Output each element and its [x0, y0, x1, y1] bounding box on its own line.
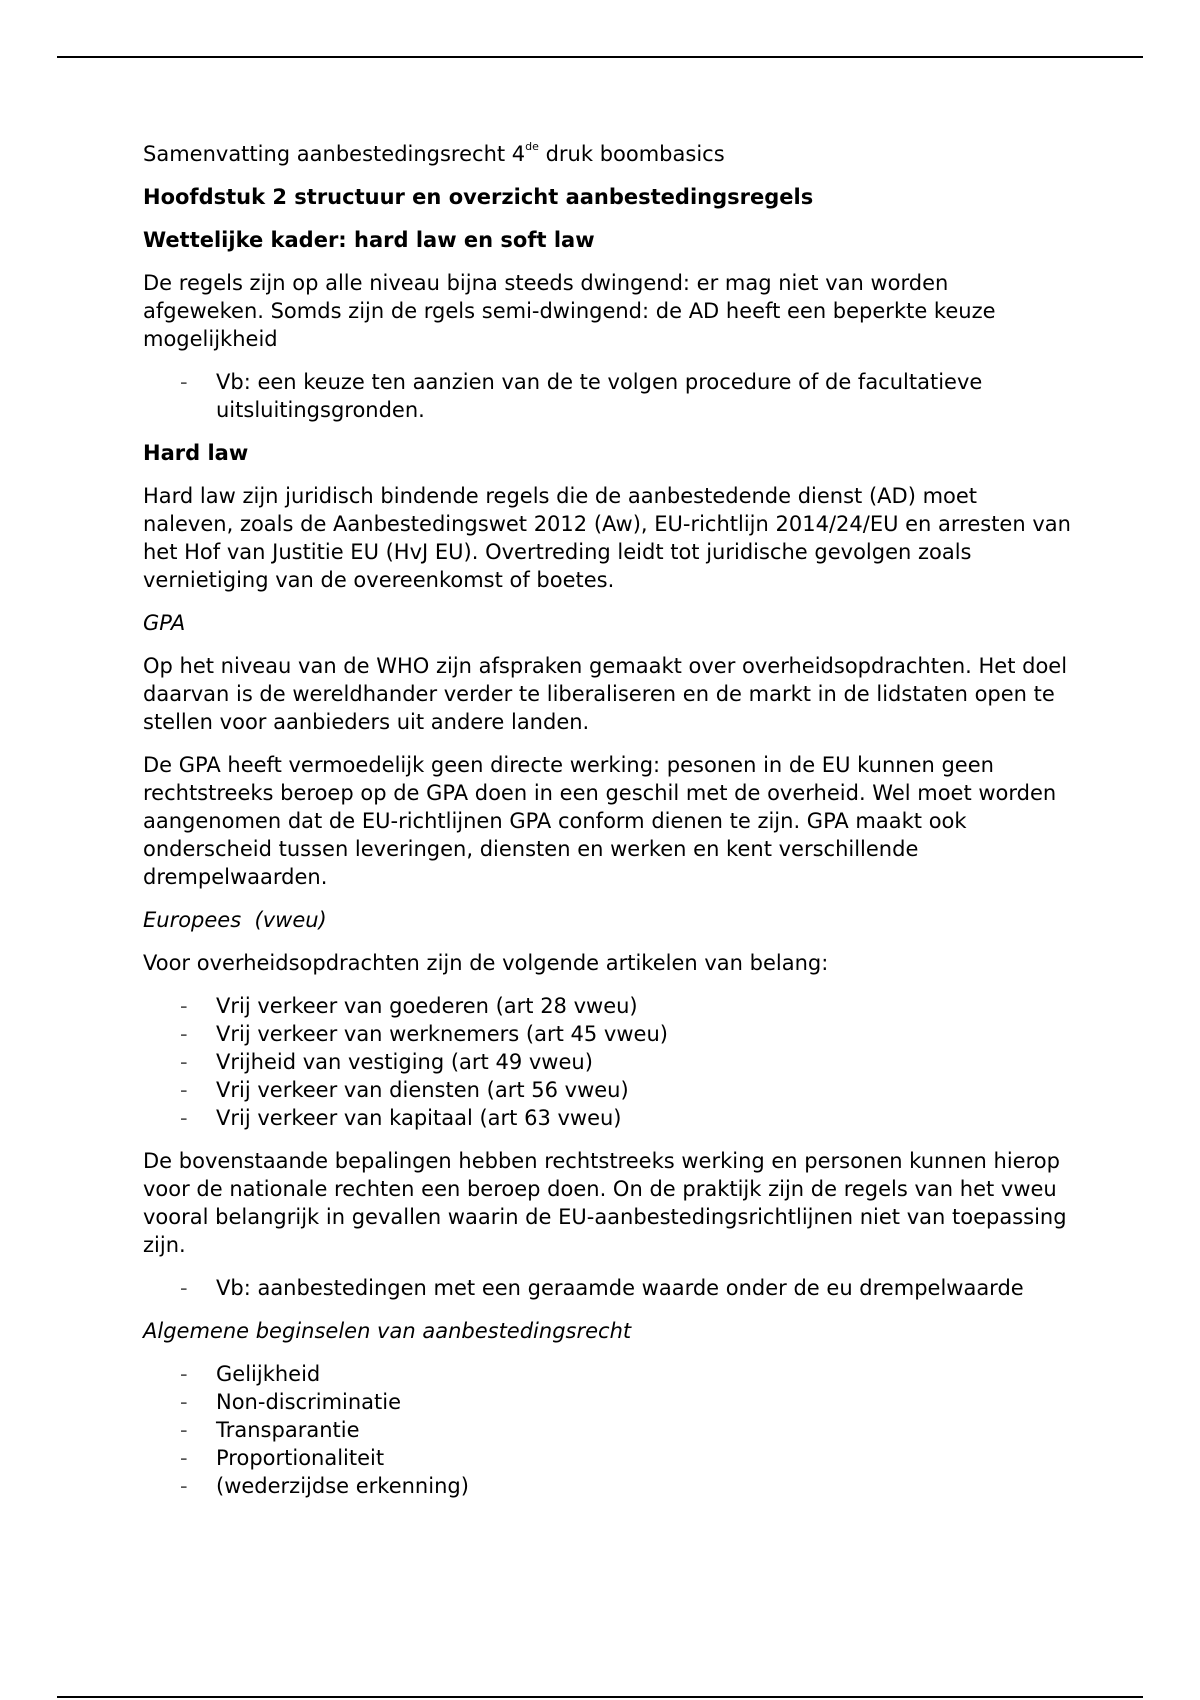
list-item: - Vrij verkeer van werknemers (art 45 vweu) — [143, 1020, 1073, 1048]
europe-heading — [143, 906, 1073, 934]
europe-paragraph: De bovenstaande bepalingen hebben rechtstreeks werking en personen kunnen hierop voor de nationale rechten een beroep doen. On de praktijk zijn de regels van het vweu vooral belangrijk in gevallen waarin de EU-aanbestedingsrichtlijnen niet van toepassing zijn. — [143, 1149, 1067, 1257]
list-item: - Vrijheid van vestiging (art 49 vweu) — [143, 1048, 1073, 1076]
title-text: Samenvatting aanbestedingsrecht 4 — [143, 142, 526, 166]
list-item: - Proportionaliteit — [143, 1444, 1073, 1472]
list-item: - Vrij verkeer van diensten (art 56 vweu) — [143, 1076, 1073, 1104]
list-item: - Gelijkheid — [143, 1360, 1073, 1388]
europe-intro: Voor overheidsopdrachten zijn de volgende artikelen van belang: — [143, 951, 829, 975]
intro-bullet-list — [143, 368, 1073, 424]
footer-rule — [57, 1696, 1143, 1698]
list-item: - Vrij verkeer van kapitaal (art 63 vweu) — [143, 1104, 1073, 1132]
title-text-rest: druk boombasics — [538, 142, 725, 166]
principles-bullet-list — [143, 1360, 1073, 1500]
hard-law-paragraph: Hard law zijn juridisch bindende regels die de aanbestedende dienst (AD) moet naleven, zoals de Aanbestedingswet 2012 (Aw), EU-richtlijn 2014/24/EU en arresten van het Hof van Justitie EU (HvJ EU). Overtreding leidt tot juridische gevolgen zoals vernietiging van de overeenkomst of boetes. — [143, 484, 1071, 592]
gpa-heading: GPA — [143, 611, 186, 635]
hard-law-heading: Hard law — [143, 441, 249, 465]
document-body — [143, 140, 1073, 1515]
principles-heading: Algemene beginselen van aanbestedingsrecht — [143, 1319, 632, 1343]
list-item: - Non-discriminatie — [143, 1388, 1073, 1416]
list-item: - Vb: een keuze ten aanzien van de te volgen procedure of de facultatieve uitsluitingsgronden. — [143, 368, 1073, 424]
list-item: - Transparantie — [143, 1416, 1073, 1444]
europe-bullet-list — [143, 992, 1073, 1132]
list-item: - Vrij verkeer van goederen (art 28 vweu) — [143, 992, 1073, 1020]
intro-paragraph: De regels zijn op alle niveau bijna steeds dwingend: er mag niet van worden afgeweken. Somds zijn de rgels semi-dwingend: de AD heeft een beperkte keuze mogelijkheid — [143, 271, 996, 351]
header-rule — [57, 56, 1143, 58]
europe-heading-text: Europees (vweu) — [143, 908, 327, 932]
document-title — [143, 140, 1073, 168]
gpa-paragraph-2: De GPA heeft vermoedelijk geen directe werking: pesonen in de EU kunnen geen rechtstreeks beroep op de GPA doen in een geschil met de overheid. Wel moet worden aangenomen dat de EU-richtlijnen GPA conform dienen te zijn. GPA maakt ook onderscheid tussen leveringen, diensten en werken en kent verschillende drempelwaarden. — [143, 753, 1057, 889]
chapter-heading: Hoofdstuk 2 structuur en overzicht aanbestedingsregels — [143, 185, 814, 209]
gpa-paragraph-1: Op het niveau van de WHO zijn afspraken gemaakt over overheidsopdrachten. Het doel daarvan is de wereldhander verder te liberaliseren en de markt in de lidstaten open te stellen voor aanbieders uit andere landen. — [143, 654, 1068, 734]
title-superscript: de — [525, 140, 539, 153]
list-item: - Vb: aanbestedingen met een geraamde waarde onder de eu drempelwaarde — [143, 1274, 1073, 1302]
section-heading: Wettelijke kader: hard law en soft law — [143, 228, 595, 252]
list-item: - (wederzijdse erkenning) — [143, 1472, 1073, 1500]
europe-example-list — [143, 1274, 1073, 1302]
